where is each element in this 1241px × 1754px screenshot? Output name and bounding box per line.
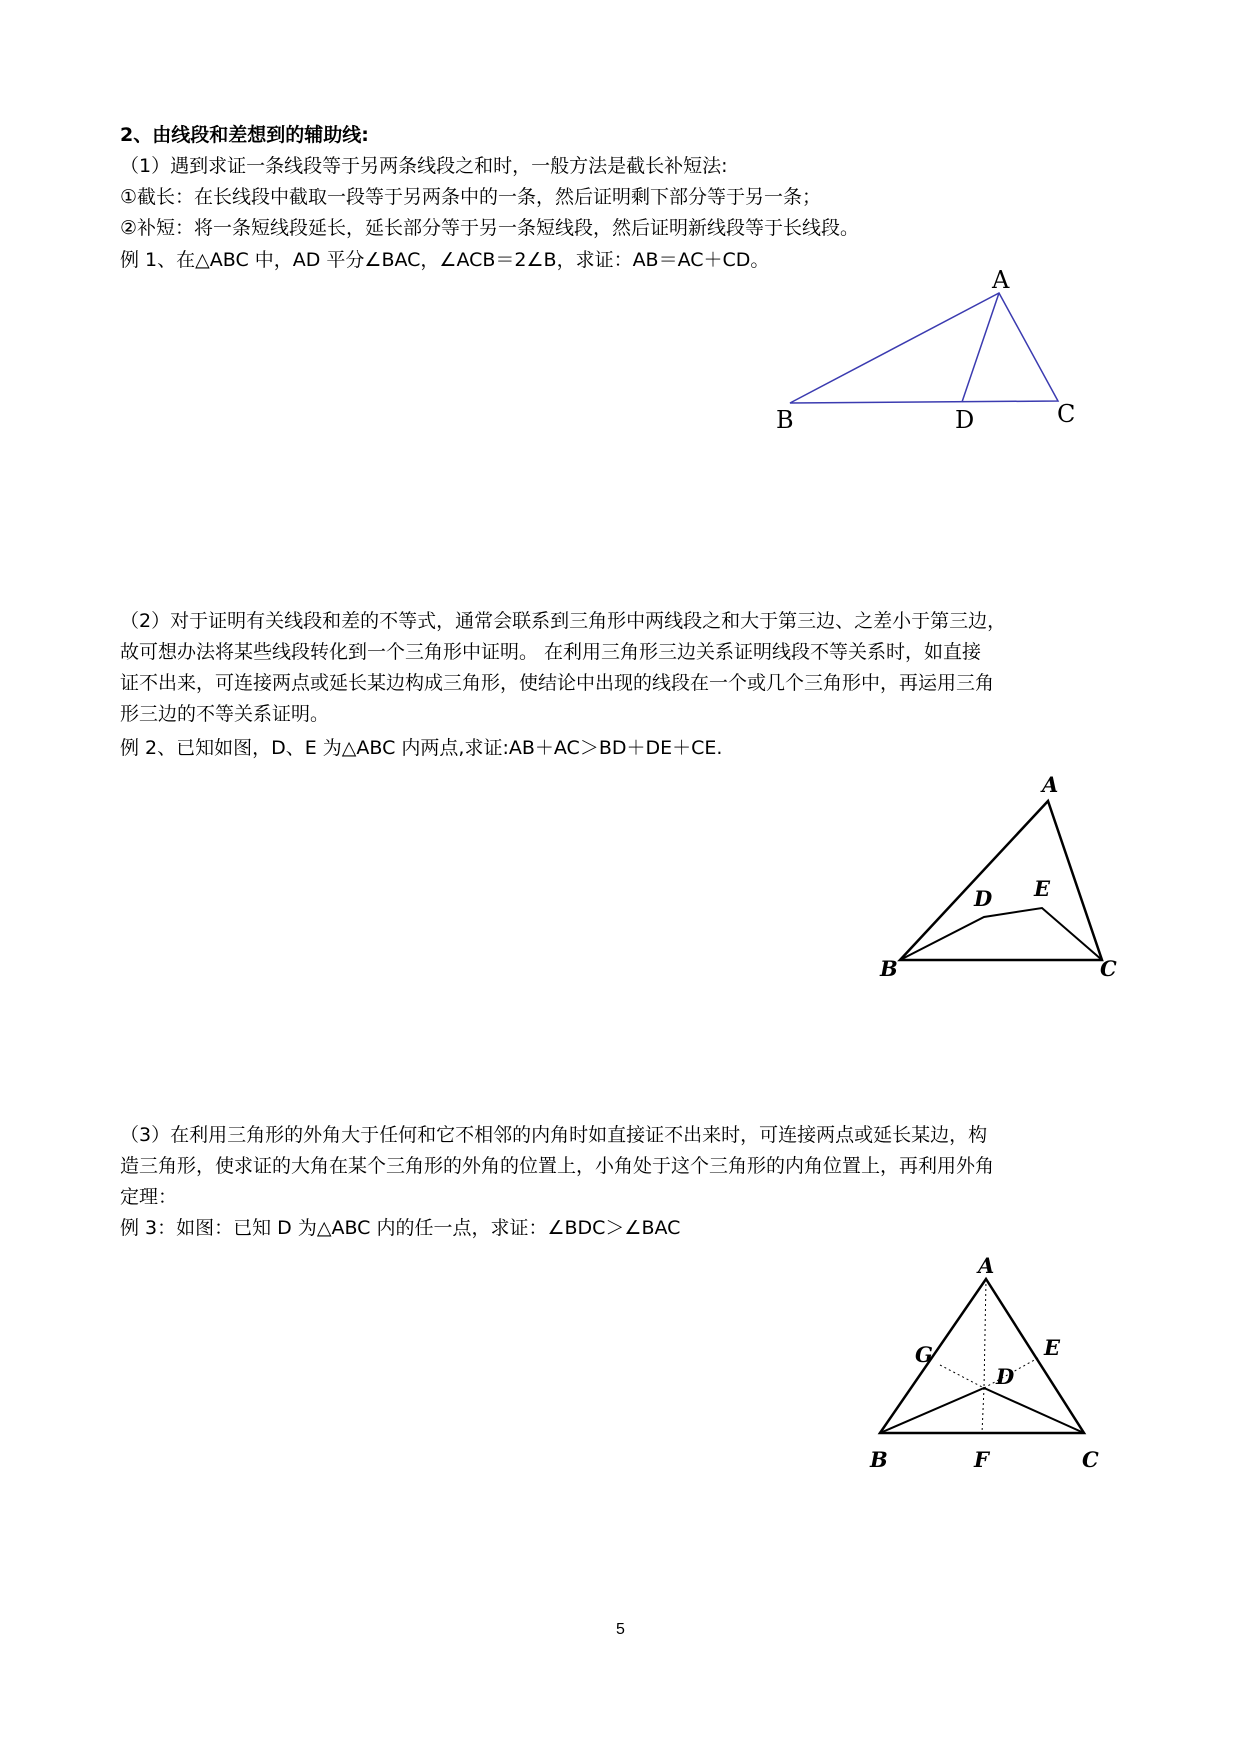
label-d: D xyxy=(955,406,975,434)
label-b: B xyxy=(870,1447,888,1472)
part1-method2: ②补短：将一条短线段延长，延长部分等于另一条短线段，然后证明新线段等于长线段。 xyxy=(120,217,860,239)
part3-line1: （3）在利用三角形的外角大于任何和它不相邻的内角时如直接证不出来时，可连接两点或延长某边，构 xyxy=(120,1124,988,1146)
part3-line3: 定理： xyxy=(120,1186,178,1208)
label-d: D xyxy=(974,886,993,911)
dotted-df xyxy=(982,1388,984,1433)
triangle-abc-2 xyxy=(900,801,1102,960)
label-d: D xyxy=(996,1364,1015,1389)
path-bdec xyxy=(900,908,1102,960)
example1-statement: 例 1、在△ABC 中，AD 平分∠BAC，∠ACB＝2∠B，求证：AB＝AC＋CD。 xyxy=(120,249,770,271)
label-f: F xyxy=(974,1447,989,1472)
figure-3-triangle xyxy=(860,1255,1120,1475)
part2-line1: （2）对于证明有关线段和差的不等式，通常会联系到三角形中两线段之和大于第三边、之差小于第三边， xyxy=(120,610,1007,632)
figure-2-triangle xyxy=(870,770,1130,990)
label-b: B xyxy=(776,406,794,434)
label-e: E xyxy=(1034,876,1051,901)
label-b: B xyxy=(880,956,898,981)
label-e: E xyxy=(1044,1335,1061,1360)
triangle-abc-1 xyxy=(790,293,1058,403)
page-number: 5 xyxy=(616,1621,625,1638)
label-a: A xyxy=(1042,772,1059,797)
dotted-ad xyxy=(984,1279,986,1388)
example2-statement: 例 2、已知如图，D、E 为△ABC 内两点,求证:AB＋AC＞BD＋DE＋CE. xyxy=(120,737,723,759)
label-g: G xyxy=(915,1342,933,1367)
part1-intro: （1）遇到求证一条线段等于另两条线段之和时，一般方法是截长补短法: xyxy=(120,155,728,177)
example3-statement: 例 3：如图：已知 D 为△ABC 内的任一点，求证：∠BDC＞∠BAC xyxy=(120,1217,681,1239)
part2-line3: 证不出来，可连接两点或延长某边构成三角形，使结论中出现的线段在一个或几个三角形中，再运用三角 xyxy=(120,672,995,694)
part1-method1: ①截长：在长线段中截取一段等于另两条中的一条，然后证明剩下部分等于另一条； xyxy=(120,186,822,208)
label-a: A xyxy=(992,266,1010,294)
figure-1-triangle xyxy=(760,266,1080,434)
dotted-gd xyxy=(940,1365,984,1388)
part2-line2: 故可想办法将某些线段转化到一个三角形中证明。 在利用三角形三边关系证明线段不等关系时，如直接 xyxy=(120,641,982,663)
path-bdc xyxy=(880,1388,1084,1433)
part3-line2: 造三角形，使求证的大角在某个三角形的外角的位置上，小角处于这个三角形的内角位置上，再利用外角 xyxy=(120,1155,995,1177)
label-a: A xyxy=(978,1253,995,1278)
section-heading: 2、由线段和差想到的辅助线: xyxy=(120,124,369,146)
part2-line4: 形三边的不等关系证明。 xyxy=(120,703,330,725)
label-c: C xyxy=(1082,1447,1099,1472)
label-c: C xyxy=(1057,400,1076,428)
label-c: C xyxy=(1100,956,1117,981)
